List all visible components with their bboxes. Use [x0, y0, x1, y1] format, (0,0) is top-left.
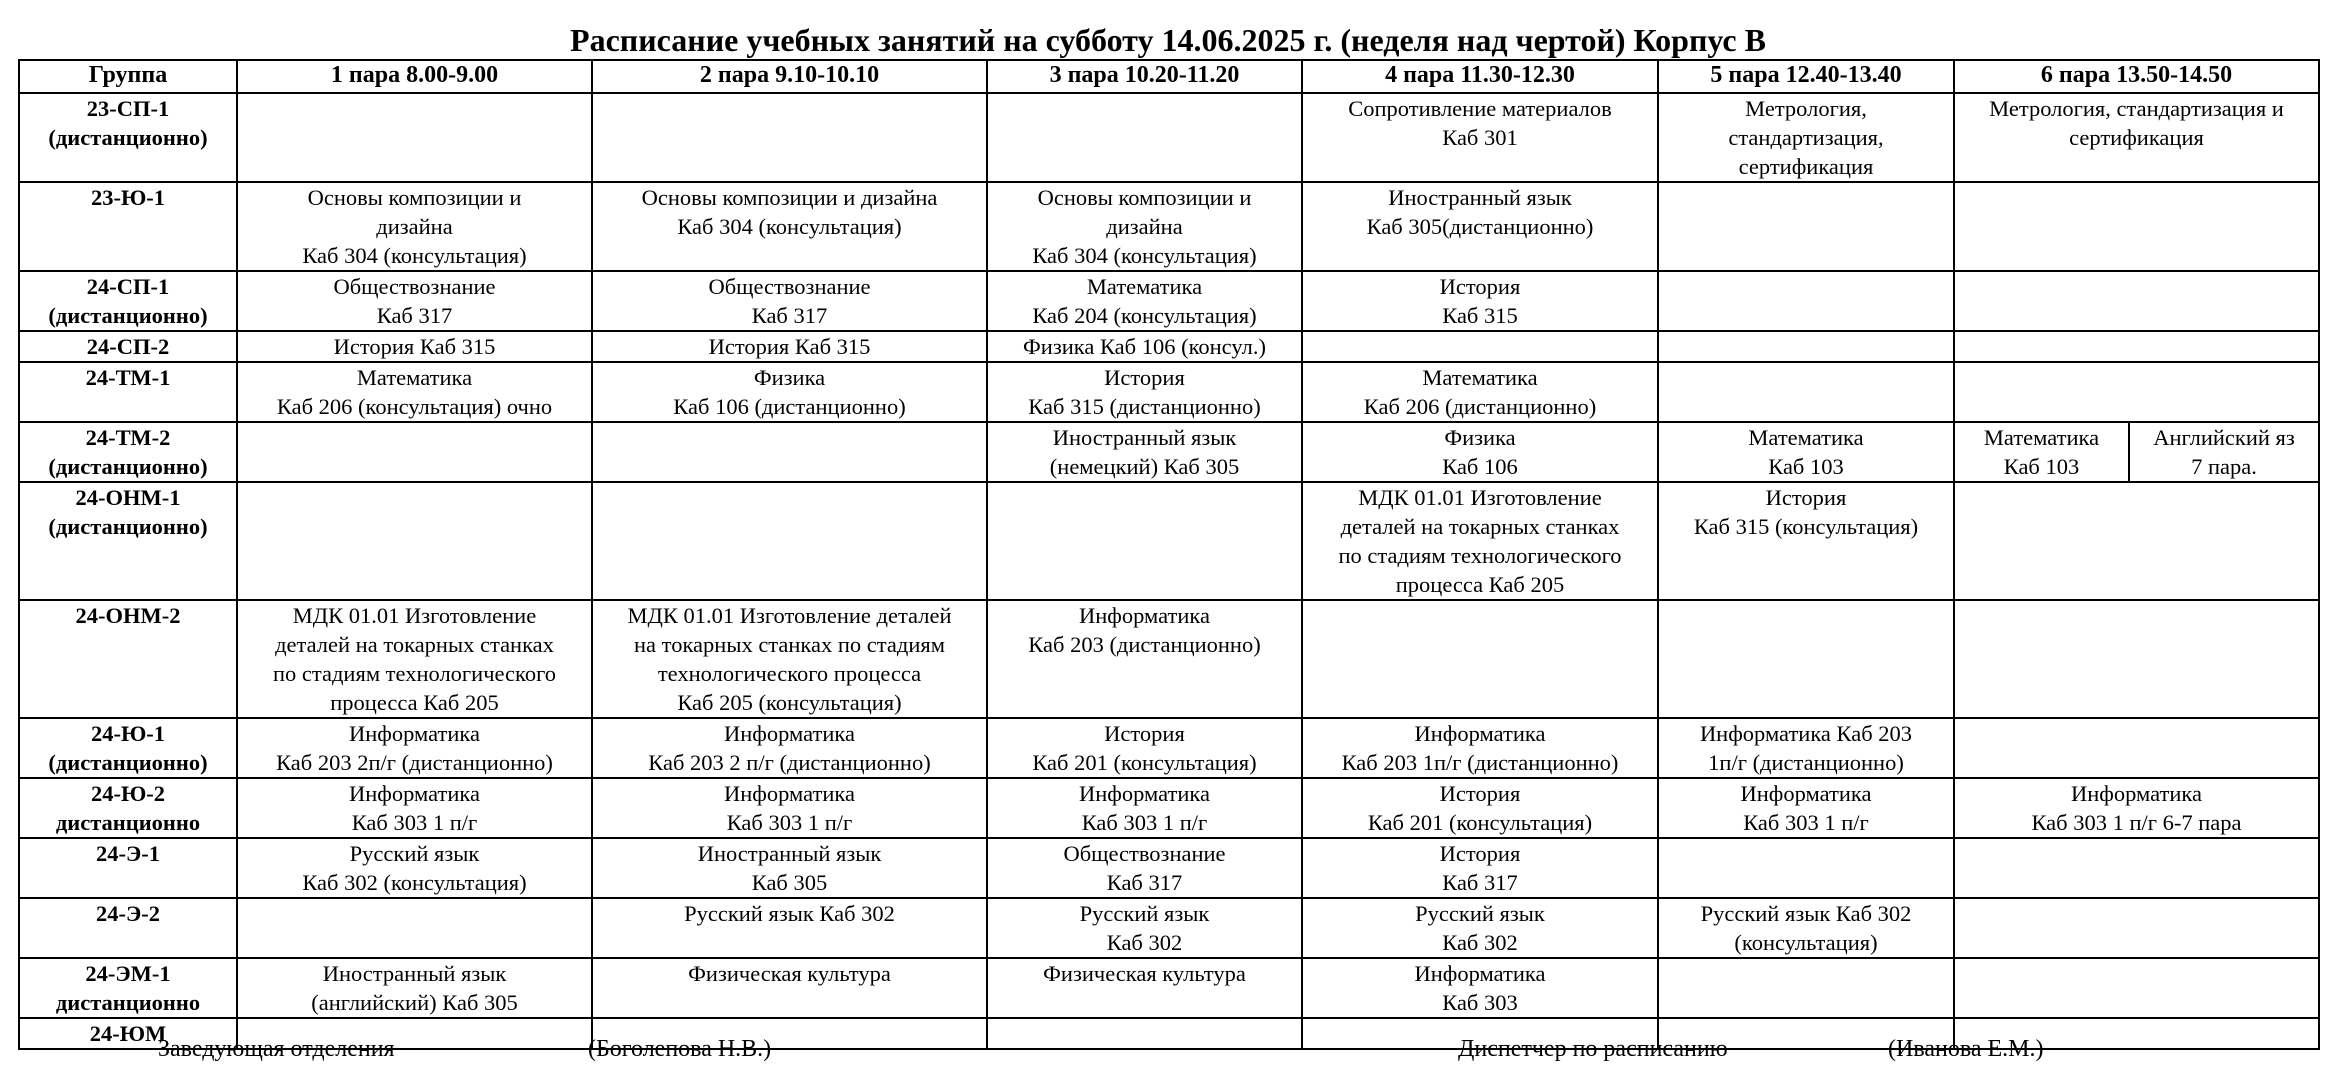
lesson-cell-period-4: [1302, 718, 1658, 778]
lesson-cell-period-4: [1302, 362, 1658, 422]
lesson-cell-period-2: [592, 93, 987, 182]
header-row: [19, 60, 2319, 93]
lesson-text: Математика Каб 206 (консультация) очно: [276, 365, 553, 419]
table-row: [19, 271, 2319, 331]
lesson-text: Информатика Каб 303: [1414, 961, 1546, 1015]
table-row: [19, 718, 2319, 778]
lesson-cell-period-6-part-2: [2129, 422, 2319, 482]
column-header-period-2: 2 пара 9.10-10.10: [592, 60, 987, 93]
lesson-text: История Каб 315: [708, 334, 871, 359]
lesson-cell-period-3: [987, 1018, 1302, 1049]
lesson-text: Физическая культура: [688, 961, 891, 986]
lesson-text: История Каб 201 (консультация): [1367, 781, 1593, 835]
lesson-text: Иностранный язык Каб 305: [697, 841, 882, 895]
group-name: 23-Ю-1: [90, 185, 166, 210]
lesson-cell-period-1: [237, 93, 592, 182]
lesson-cell-period-6: [1954, 838, 2319, 898]
group-cell: [19, 482, 237, 600]
lesson-text: МДК 01.01 Изготовление деталей на токарных станках по стадиям технологического процесса Каб 205: [272, 603, 557, 715]
group-name: 24-СП-2: [86, 334, 170, 359]
lesson-cell-period-2: [592, 271, 987, 331]
group-name: 24-ОНМ-1 (дистанционно): [48, 485, 208, 539]
lesson-cell-period-4: [1302, 898, 1658, 958]
group-cell: [19, 718, 237, 778]
lesson-cell-period-3: [987, 422, 1302, 482]
lesson-text: Русский язык Каб 302: [684, 901, 895, 926]
page-title: Расписание учебных занятий на субботу 14.06.2025 г. (неделя над чертой) Корпус В: [570, 22, 1766, 58]
lesson-cell-period-3: [987, 271, 1302, 331]
lesson-cell-period-5: [1658, 422, 1954, 482]
lesson-cell-period-5: [1658, 600, 1954, 718]
group-name: 24-ОНМ-2: [75, 603, 181, 628]
group-name: 24-Э-1: [96, 841, 160, 866]
lesson-cell-period-4: [1302, 838, 1658, 898]
lesson-cell-period-1: [237, 898, 592, 958]
lesson-cell-period-5: [1658, 778, 1954, 838]
lesson-text: Информатика Каб 203 1п/г (дистанционно): [1699, 721, 1913, 775]
lesson-text: Математика Каб 206 (дистанционно): [1363, 365, 1597, 419]
lesson-cell-period-5: [1658, 838, 1954, 898]
lesson-cell-period-4: [1302, 422, 1658, 482]
group-cell: [19, 898, 237, 958]
lesson-text: Иностранный язык (английский) Каб 305: [311, 961, 518, 1015]
group-cell: [19, 958, 237, 1018]
lesson-cell-period-3: [987, 838, 1302, 898]
lesson-cell-period-3: [987, 958, 1302, 1018]
lesson-cell-period-3: [987, 331, 1302, 362]
lesson-cell-period-2: [592, 838, 987, 898]
lesson-text: Метрология, стандартизация и сертификация: [1989, 96, 2284, 150]
lesson-text: МДК 01.01 Изготовление деталей на токарных станках по стадиям технологического процесса Каб 205 (консультация): [627, 603, 952, 715]
table-row: [19, 838, 2319, 898]
lesson-cell-period-2: [592, 331, 987, 362]
lesson-text: Обществознание Каб 317: [708, 274, 871, 328]
lesson-cell-period-1: [237, 718, 592, 778]
table-row: [19, 898, 2319, 958]
group-cell: [19, 93, 237, 182]
lesson-cell-period-4: [1302, 182, 1658, 271]
lesson-cell-period-4: [1302, 93, 1658, 182]
group-cell: [19, 422, 237, 482]
group-cell: [19, 362, 237, 422]
table-row: [19, 958, 2319, 1018]
lesson-cell-period-2: [592, 600, 987, 718]
lesson-text: Русский язык Каб 302 (консультация): [302, 841, 527, 895]
lesson-cell-period-3: [987, 898, 1302, 958]
lesson-cell-period-2: [592, 482, 987, 600]
lesson-cell-period-3: [987, 718, 1302, 778]
lesson-cell-period-6: [1954, 362, 2319, 422]
lesson-text: Математика Каб 204 (консультация): [1032, 274, 1257, 328]
table-row: [19, 600, 2319, 718]
table-row: [19, 482, 2319, 600]
lesson-text: Физика Каб 106 (консул.): [1023, 334, 1266, 359]
lesson-cell-period-5: [1658, 93, 1954, 182]
lesson-text: Информатика Каб 303 1 п/г: [1740, 781, 1872, 835]
lesson-cell-period-5: [1658, 718, 1954, 778]
lesson-cell-period-1: [237, 182, 592, 271]
column-header-period-5: 5 пара 12.40-13.40: [1658, 60, 1954, 93]
lesson-text: Математика Каб 103: [1983, 425, 2100, 479]
group-name: 24-СП-1 (дистанционно): [48, 274, 208, 328]
lesson-cell-period-1: [237, 778, 592, 838]
lesson-text: Основы композиции и дизайна Каб 304 (консультация): [302, 185, 527, 268]
column-header-period-4: 4 пара 11.30-12.30: [1302, 60, 1658, 93]
lesson-text: История Каб 201 (консультация): [1032, 721, 1257, 775]
schedule-table: [18, 59, 2320, 1050]
lesson-text: Математика Каб 103: [1748, 425, 1864, 479]
lesson-cell-period-4: [1302, 271, 1658, 331]
lesson-cell-period-3: [987, 362, 1302, 422]
lesson-cell-period-4: [1302, 482, 1658, 600]
group-name: 24-ЮМ: [89, 1021, 167, 1046]
lesson-cell-period-2: [592, 182, 987, 271]
lesson-text: Русский язык Каб 302 (консультация): [1700, 901, 1912, 955]
group-name: 23-СП-1 (дистанционно): [48, 96, 208, 150]
lesson-text: Информатика Каб 303 1 п/г 6-7 пара: [2031, 781, 2242, 835]
lesson-text: Метрология, стандартизация, сертификация: [1728, 96, 1884, 179]
table-row: [19, 331, 2319, 362]
lesson-cell-period-2: [592, 958, 987, 1018]
lesson-cell-period-3: [987, 182, 1302, 271]
table-row: [19, 778, 2319, 838]
lesson-cell-period-5: [1658, 331, 1954, 362]
lesson-cell-period-5: [1658, 482, 1954, 600]
lesson-cell-period-6: [1954, 718, 2319, 778]
lesson-cell-period-1: [237, 958, 592, 1018]
lesson-cell-period-4: [1302, 778, 1658, 838]
lesson-text: Информатика Каб 203 2п/г (дистанционно): [276, 721, 553, 775]
group-name: 24-Э-2: [96, 901, 160, 926]
lesson-cell-period-5: [1658, 898, 1954, 958]
lesson-text: Сопротивление материалов Каб 301: [1348, 96, 1612, 150]
lesson-cell-period-1: [237, 600, 592, 718]
lesson-text: Информатика Каб 203 1п/г (дистанционно): [1341, 721, 1619, 775]
group-cell: [19, 331, 237, 362]
lesson-cell-period-3: [987, 600, 1302, 718]
lesson-text: Информатика Каб 303 1 п/г: [1079, 781, 1210, 835]
group-name: 24-ЭМ-1 дистанционно: [55, 961, 201, 1015]
lesson-cell-period-5: [1658, 362, 1954, 422]
lesson-cell-period-2: [592, 718, 987, 778]
lesson-cell-period-2: [592, 362, 987, 422]
column-header-period-6: 6 пара 13.50-14.50: [1954, 60, 2319, 93]
lesson-text: Русский язык Каб 302: [1079, 901, 1210, 955]
lesson-cell-period-6: [1954, 600, 2319, 718]
lesson-text: История Каб 315 (консультация): [1693, 485, 1919, 539]
lesson-cell-period-2: [592, 898, 987, 958]
lesson-cell-period-5: [1658, 958, 1954, 1018]
group-cell: [19, 182, 237, 271]
lesson-cell-period-4: [1302, 600, 1658, 718]
lesson-text: Информатика Каб 203 (дистанционно): [1028, 603, 1261, 657]
lesson-cell-period-2: [592, 778, 987, 838]
head-of-department-name: (Боголепова Н.В.): [588, 1036, 772, 1062]
lesson-cell-period-5: [1658, 271, 1954, 331]
lesson-cell-period-2: [592, 422, 987, 482]
table-row: [19, 93, 2319, 182]
group-cell: [19, 838, 237, 898]
table-row: [19, 182, 2319, 271]
lesson-cell-period-3: [987, 93, 1302, 182]
lesson-text: Информатика Каб 203 2 п/г (дистанционно): [648, 721, 931, 775]
lesson-text: Информатика Каб 303 1 п/г: [349, 781, 480, 835]
lesson-text: Физика Каб 106: [1442, 425, 1518, 479]
lesson-cell-period-4: [1302, 331, 1658, 362]
lesson-cell-period-5: [1658, 182, 1954, 271]
schedule-body: [19, 93, 2319, 1049]
lesson-text: История Каб 315: [1439, 274, 1521, 328]
lesson-cell-period-4: [1302, 958, 1658, 1018]
lesson-text: История Каб 315 (дистанционно): [1028, 365, 1261, 419]
group-name: 24-ТМ-2 (дистанционно): [48, 425, 208, 479]
lesson-text: Обществознание Каб 317: [333, 274, 496, 328]
table-row: [19, 422, 2319, 482]
lesson-text: Основы композиции и дизайна Каб 304 (консультация): [1032, 185, 1257, 268]
lesson-cell-period-6: [1954, 778, 2319, 838]
lesson-cell-period-1: [237, 838, 592, 898]
head-of-department-label: Заведующая отделения: [158, 1036, 395, 1062]
lesson-cell-period-1: [237, 271, 592, 331]
group-cell: [19, 600, 237, 718]
lesson-cell-period-1: [237, 422, 592, 482]
lesson-text: Информатика Каб 303 1 п/г: [724, 781, 855, 835]
lesson-cell-period-3: [987, 482, 1302, 600]
lesson-text: Обществознание Каб 317: [1063, 841, 1226, 895]
lesson-text: Физика Каб 106 (дистанционно): [673, 365, 906, 419]
group-cell: [19, 778, 237, 838]
lesson-cell-period-3: [987, 778, 1302, 838]
group-name: 24-ТМ-1: [85, 365, 171, 390]
lesson-cell-period-6: [1954, 271, 2319, 331]
lesson-text: История Каб 315: [333, 334, 496, 359]
lesson-text: Физическая культура: [1043, 961, 1246, 986]
lesson-cell-period-6: [1954, 482, 2319, 600]
column-header-period-1: 1 пара 8.00-9.00: [237, 60, 592, 93]
lesson-cell-period-6-part-1: [1954, 422, 2129, 482]
lesson-cell-period-1: [237, 482, 592, 600]
group-name: 24-Ю-1 (дистанционно): [48, 721, 208, 775]
lesson-cell-period-1: [237, 362, 592, 422]
lesson-text: История Каб 317: [1439, 841, 1521, 895]
lesson-cell-period-6: [1954, 182, 2319, 271]
group-name: 24-Ю-2 дистанционно: [55, 781, 201, 835]
dispatcher-label: Диспетчер по расписанию: [1458, 1036, 1728, 1062]
lesson-cell-period-6: [1954, 93, 2319, 182]
lesson-text: Английский яз 7 пара.: [2153, 425, 2295, 479]
column-header-period-3: 3 пара 10.20-11.20: [987, 60, 1302, 93]
lesson-cell-period-1: [237, 331, 592, 362]
column-header-group: Группа: [19, 60, 237, 93]
lesson-cell-period-6: [1954, 898, 2319, 958]
lesson-cell-period-6: [1954, 958, 2319, 1018]
lesson-text: Русский язык Каб 302: [1415, 901, 1545, 955]
dispatcher-name: (Иванова Е.М.): [1888, 1036, 2044, 1062]
table-row: [19, 362, 2319, 422]
lesson-text: Иностранный язык (немецкий) Каб 305: [1049, 425, 1240, 479]
lesson-cell-period-6: [1954, 331, 2319, 362]
lesson-text: Основы композиции и дизайна Каб 304 (консультация): [641, 185, 938, 239]
group-cell: [19, 271, 237, 331]
lesson-text: Иностранный язык Каб 305(дистанционно): [1366, 185, 1594, 239]
lesson-text: МДК 01.01 Изготовление деталей на токарных станках по стадиям технологического процесса Каб 205: [1338, 485, 1622, 597]
